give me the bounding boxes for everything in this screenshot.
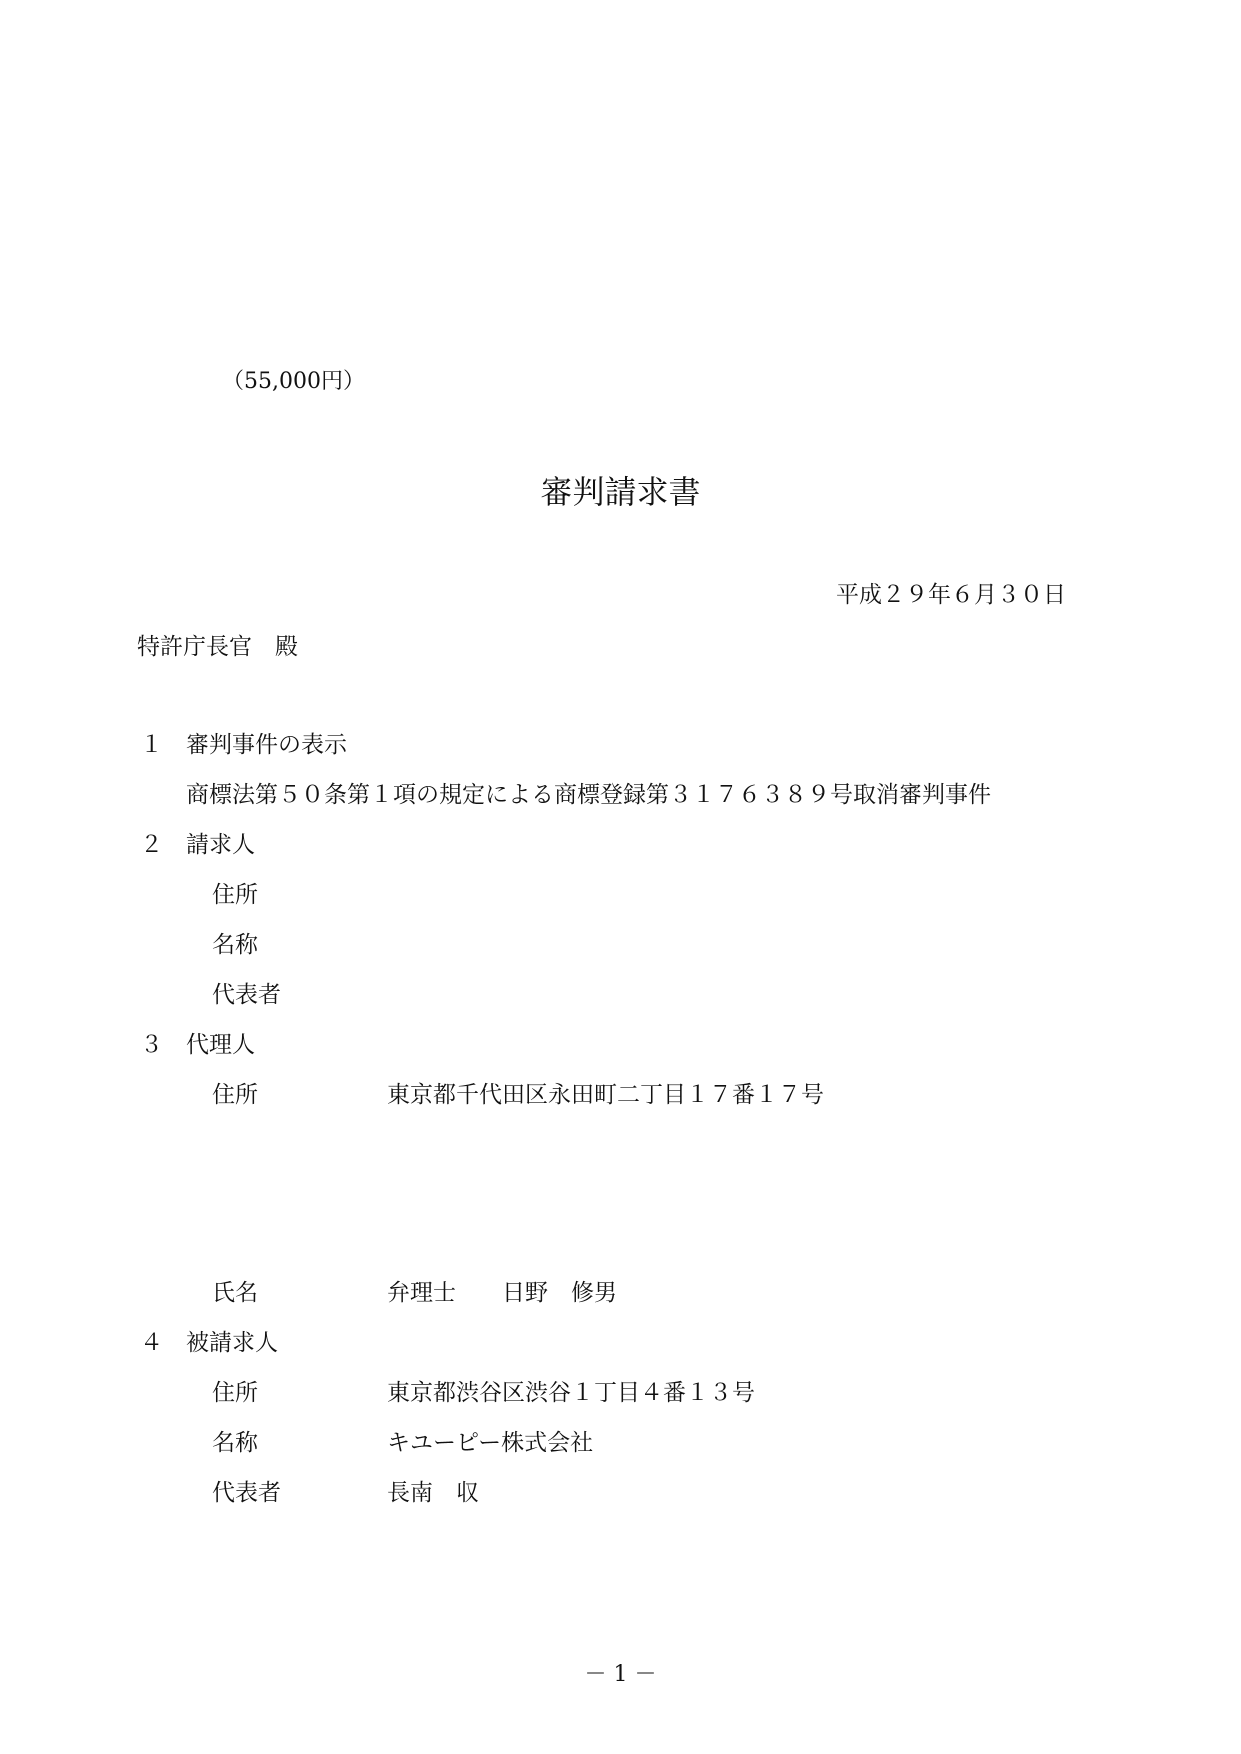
section-4-label: 被請求人 (186, 1330, 278, 1356)
claimant-name-label: 名称 (212, 932, 258, 958)
section-4-number: ４ (140, 1330, 163, 1356)
page-number: － 1 － (584, 1662, 657, 1687)
respondent-name-value: キユーピー株式会社 (387, 1430, 594, 1456)
section-3-label: 代理人 (186, 1032, 255, 1058)
section-3-number: ３ (140, 1032, 163, 1058)
agent-address-value: 東京都千代田区永田町二丁目１７番１７号 (387, 1082, 824, 1108)
addressee: 特許庁長官 殿 (137, 634, 298, 660)
document-title: 審判請求書 (540, 473, 701, 511)
section-2-number: ２ (140, 832, 163, 858)
document-date: 平成２９年６月３０日 (836, 582, 1066, 608)
section-1-detail: 商標法第５０条第１項の規定による商標登録第３１７６３８９号取消審判事件 (186, 782, 991, 808)
claimant-representative-label: 代表者 (212, 982, 281, 1008)
respondent-name-label: 名称 (212, 1430, 258, 1456)
section-2-label: 請求人 (186, 832, 255, 858)
section-1-number: １ (140, 732, 163, 758)
agent-name-value: 弁理士 日野 修男 (387, 1280, 617, 1306)
fee-amount: （55,000円） (222, 369, 365, 394)
claimant-address-label: 住所 (212, 882, 258, 908)
respondent-representative-label: 代表者 (212, 1480, 281, 1506)
agent-address-label: 住所 (212, 1082, 258, 1108)
respondent-representative-value: 長南 収 (387, 1480, 479, 1506)
respondent-address-value: 東京都渋谷区渋谷１丁目４番１３号 (387, 1380, 755, 1406)
section-1-label: 審判事件の表示 (186, 732, 347, 758)
respondent-address-label: 住所 (212, 1380, 258, 1406)
agent-name-label: 氏名 (212, 1280, 258, 1306)
